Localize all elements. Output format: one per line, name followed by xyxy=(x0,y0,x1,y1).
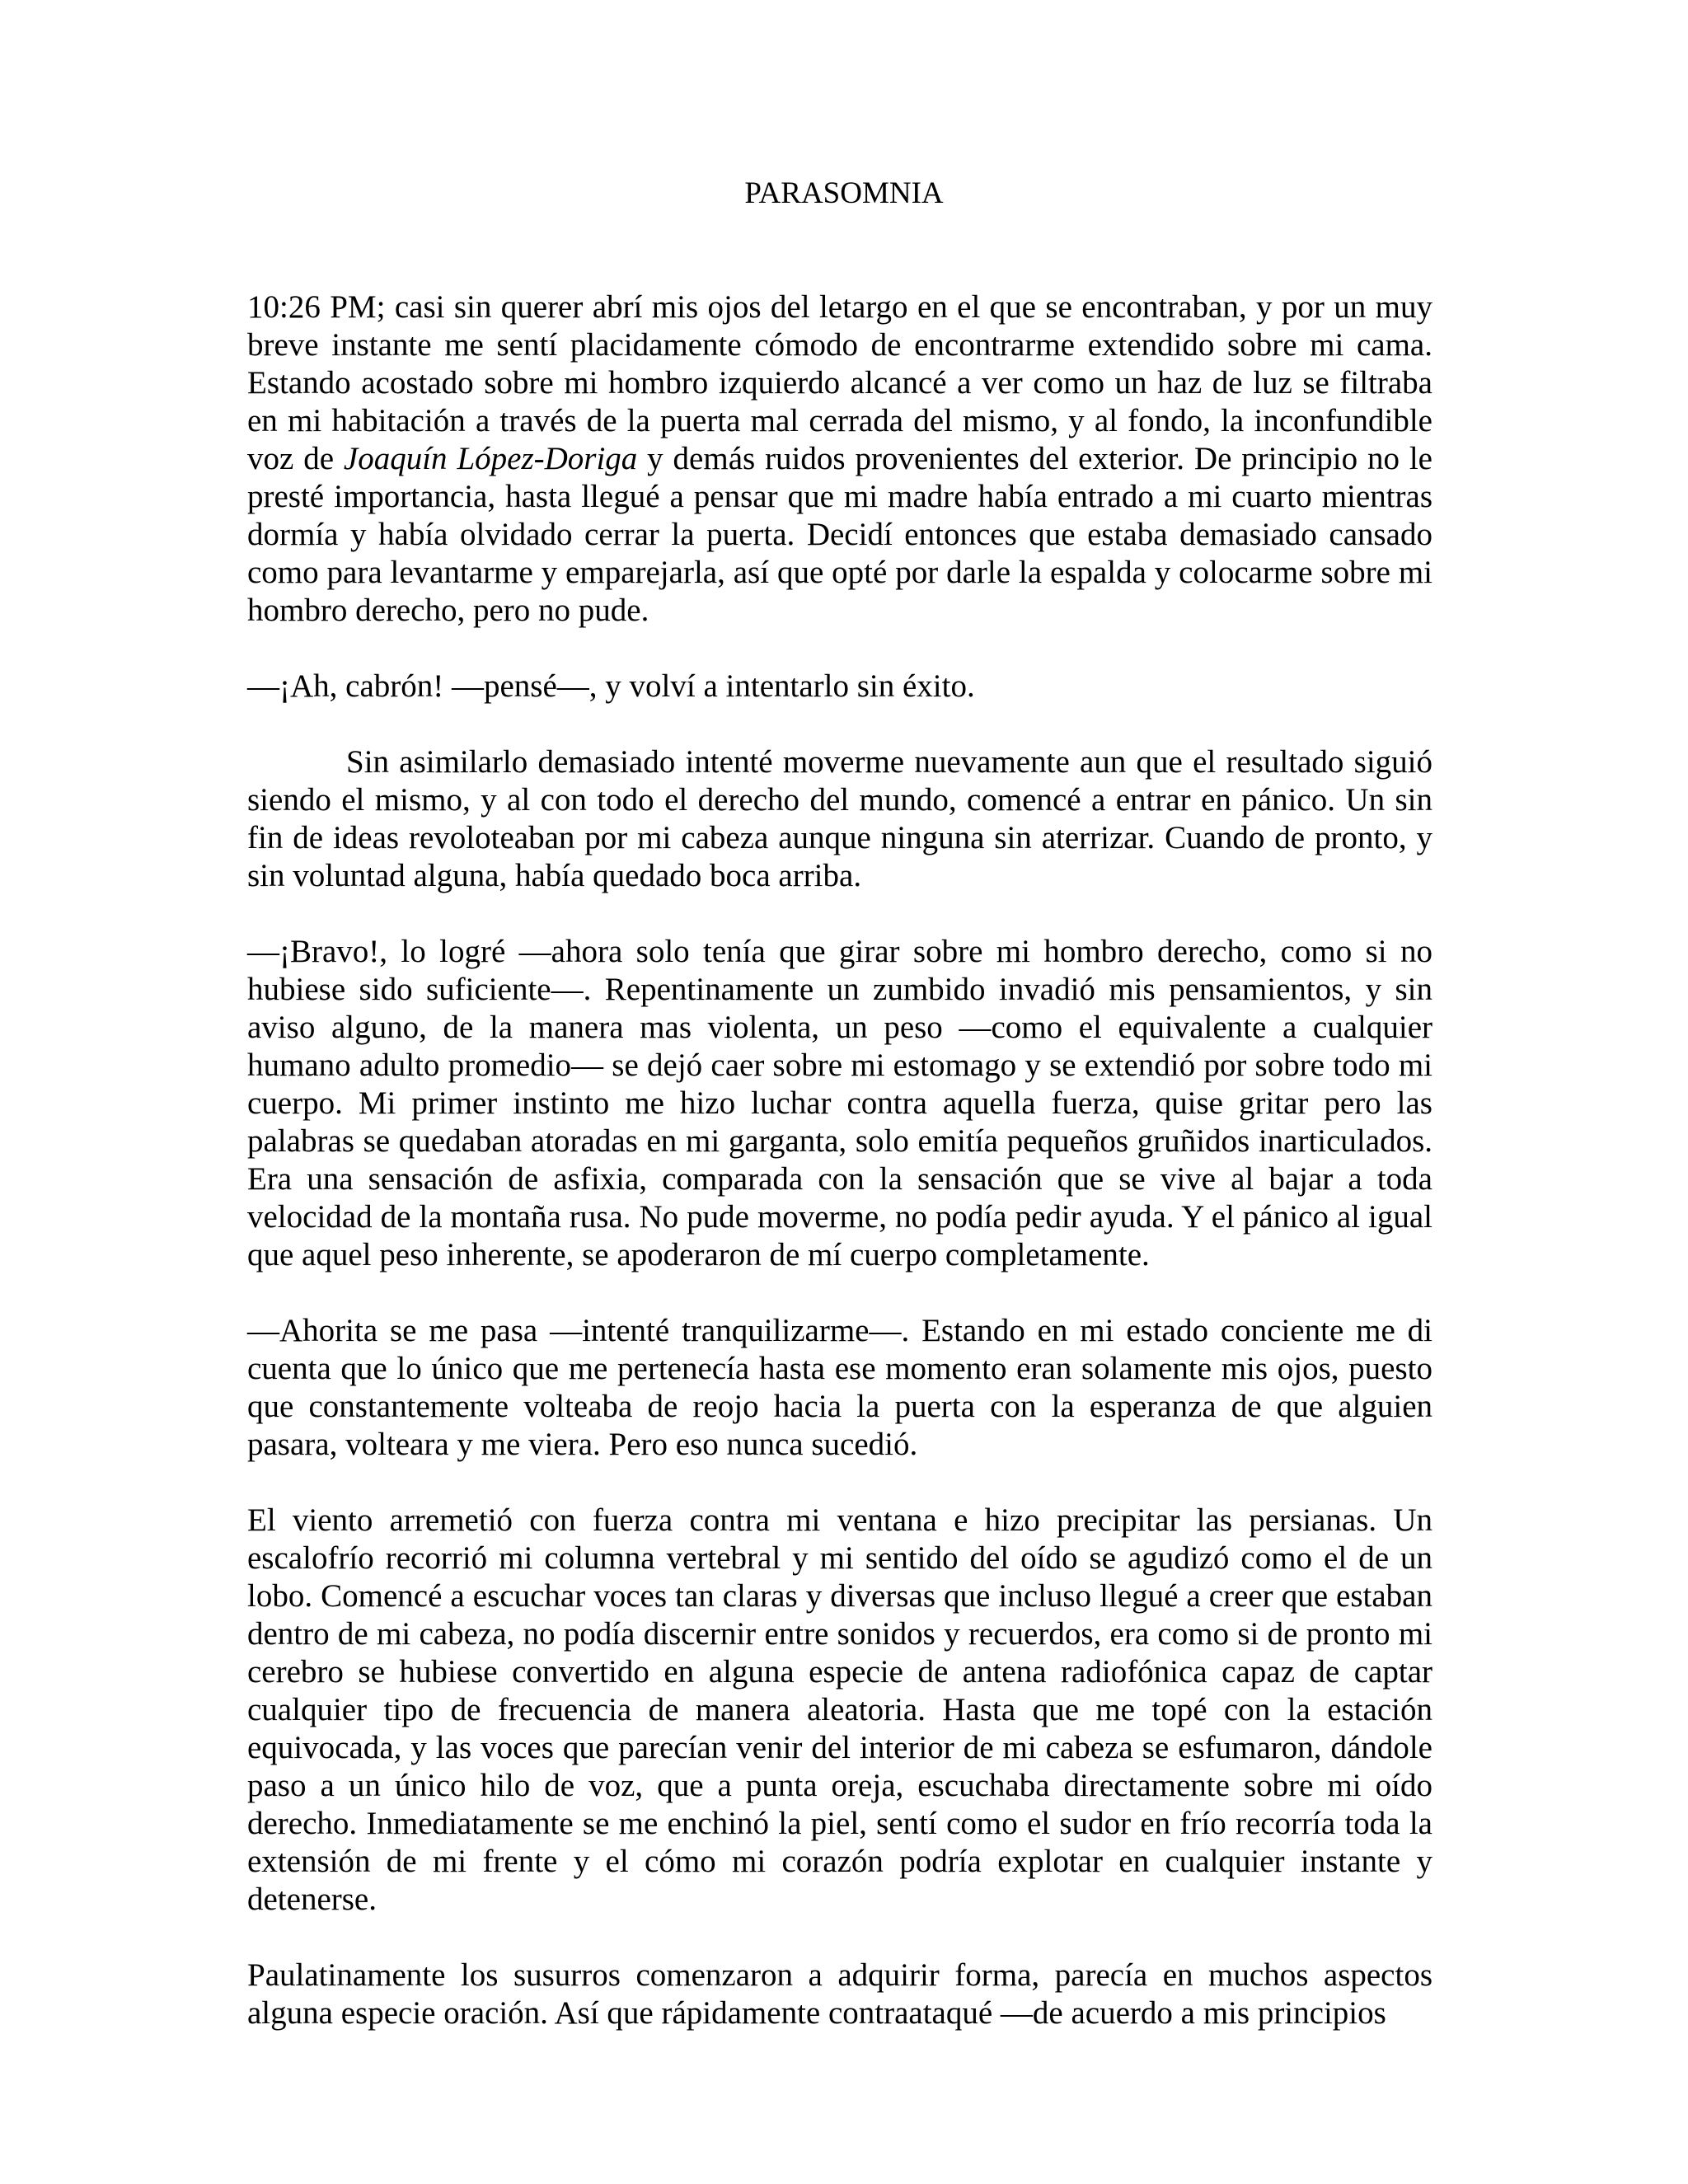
document-body xyxy=(247,288,1432,2032)
paragraph-1-text-a: 10:26 PM; casi sin querer abrí mis ojos del letargo en el que se encontraban, y por un muy breve instante me sentí placidamente cómodo de encontrarme extendido sobre mi cama. Estando acostado sobre mi hombro izquierdo alcancé a ver como un haz de luz se filtraba en mi habitación a través de la puerta mal cerrada del mismo, y al fondo, la inconfundible voz de xyxy=(247,289,1432,476)
paragraph-2-dialogue: —¡Ah, cabrón! —pensé—, y volví a intentarlo sin éxito. xyxy=(247,668,975,704)
document-title: PARASOMNIA xyxy=(744,176,944,210)
paragraph-1 xyxy=(247,288,1432,630)
italic-name: Joaquín López-Doriga xyxy=(343,441,638,476)
paragraph-3: Sin asimilarlo demasiado intenté moverme nuevamente aun que el resultado siguió siendo el mismo, y al con todo el derecho del mundo, comencé a entrar en pánico. Un sin fin de ideas revoloteaban por mi cabeza aunque ninguna sin aterrizar. Cuando de pronto, y sin voluntad alguna, había quedado boca arriba. xyxy=(247,744,1432,893)
paragraph-6: El viento arremetió con fuerza contra mi ventana e hizo precipitar las persianas. Un escalofrío recorrió mi columna vertebral y mi sentido del oído se agudizó como el de un lobo. Comencé a escuchar voces tan claras y diversas que incluso llegué a creer que estaban dentro de mi cabeza, no podía discernir entre sonidos y recuerdos, era como si de pronto mi cerebro se hubiese convertido en alguna especie de antena radiofónica capaz de captar cualquier tipo de frecuencia de manera aleatoria. Hasta que me topé con la estación equivocada, y las voces que parecían venir del interior de mi cabeza se esfumaron, dándole paso a un único hilo de voz, que a punta oreja, escuchaba directamente sobre mi oído derecho. Inmediatamente se me enchinó la piel, sentí como el sudor en frío recorría toda la extensión de mi frente y el cómo mi corazón podría explotar en cualquier instante y detenerse. xyxy=(247,1502,1432,1917)
paragraph-7: Paulatinamente los susurros comenzaron a adquirir forma, parecía en muchos aspectos alguna especie oración. Así que rápidamente contraataqué —de acuerdo a mis principios xyxy=(247,1957,1432,2031)
paragraph-4-dialogue: —¡Bravo!, lo logré —ahora solo tenía que girar sobre mi hombro derecho, como si no hubiese sido suficiente—. Repentinamente un zumbido invadió mis pensamientos, y sin aviso alguno, de la manera mas violenta, un peso —como el equivalente a cualquier humano adulto promedio— se dejó caer sobre mi estomago y se extendió por sobre todo mi cuerpo. Mi primer instinto me hizo luchar contra aquella fuerza, quise gritar pero las palabras se quedaban atoradas en mi garganta, solo emitía pequeños gruñidos inarticulados. Era una sensación de asfixia, comparada con la sensación que se vive al bajar a toda velocidad de la montaña rusa. No pude moverme, no podía pedir ayuda. Y el pánico al igual que aquel peso inherente, se apoderaron de mí cuerpo completamente. xyxy=(247,934,1432,1272)
paragraph-1-text-b: y demás ruidos provenientes del exterior. De principio no le presté importancia, hasta llegué a pensar que mi madre había entrado a mi cuarto mientras dormía y había olvidado cerrar la puerta. Decidí entonces que estaba demasiado cansado como para levantarme y emparejarla, así que opté por darle la espalda y colocarme sobre mi hombro derecho, pero no pude. xyxy=(247,441,1432,628)
paragraph-5-dialogue: —Ahorita se me pasa —intenté tranquilizarme—. Estando en mi estado conciente me di cuenta que lo único que me pertenecía hasta ese momento eran solamente mis ojos, puesto que constantemente volteaba de reojo hacia la puerta con la esperanza de que alguien pasara, volteara y me viera. Pero eso nunca sucedió. xyxy=(247,1313,1432,1462)
